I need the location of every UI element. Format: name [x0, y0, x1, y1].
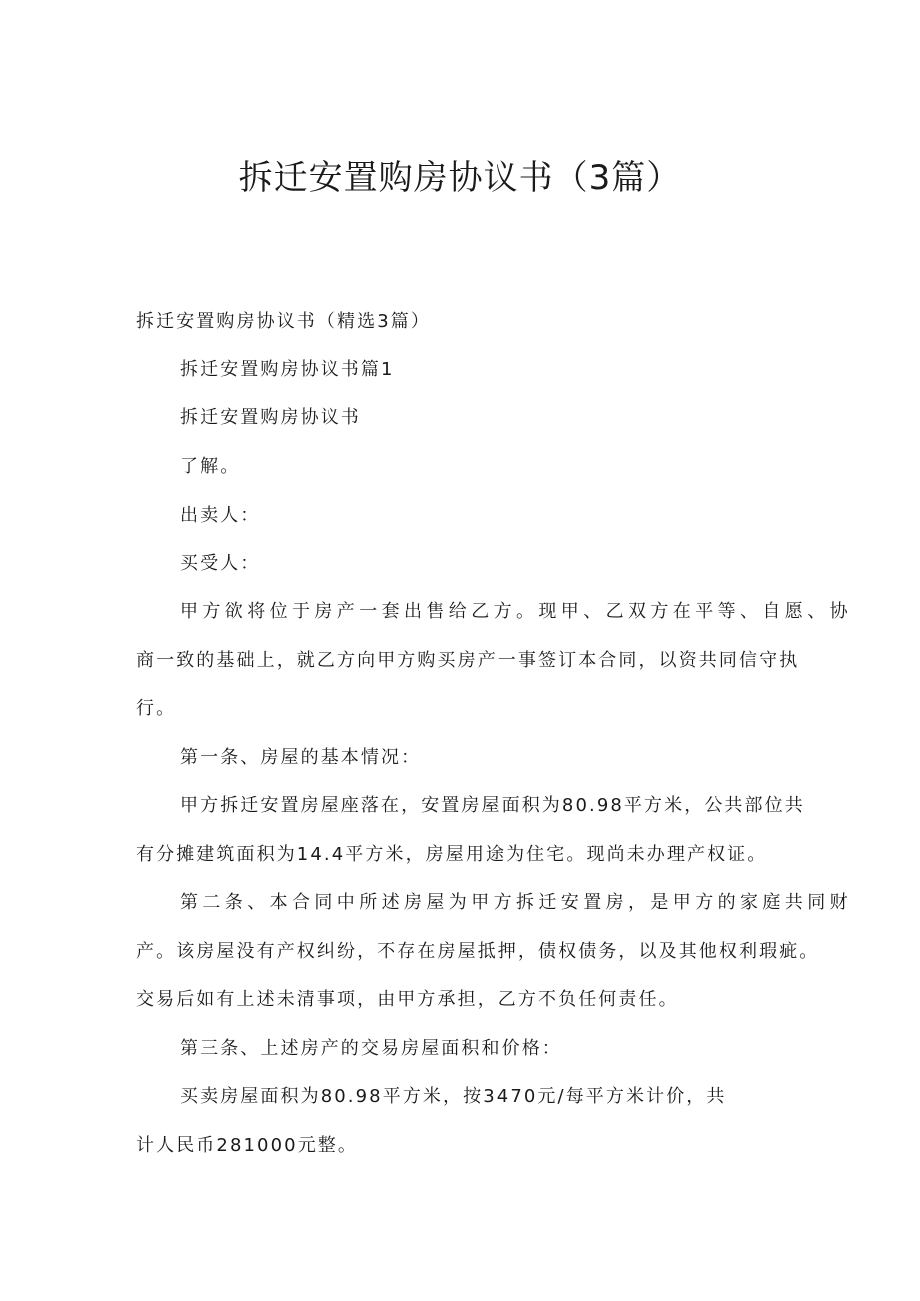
paragraph-line: 甲方欲将位于房产一套出售给乙方。现甲、乙双方在平等、自愿、协	[180, 601, 852, 622]
paragraph-line: 计人民币281000元整。	[136, 1135, 359, 1156]
agreement-heading: 拆迁安置购房协议书	[180, 407, 361, 428]
body-line: 了解。	[180, 456, 241, 477]
subtitle-line: 拆迁安置购房协议书（精选3篇）	[136, 311, 431, 332]
article-1-heading: 第一条、房屋的基本情况：	[180, 747, 422, 768]
article-3-heading: 第三条、上述房产的交易房屋面积和价格：	[180, 1038, 562, 1059]
buyer-label: 买受人：	[180, 553, 261, 574]
paragraph-line: 产。该房屋没有产权纠纷，不存在房屋抵押，债权债务，以及其他权利瑕疵。	[136, 941, 820, 962]
document-title: 拆迁安置购房协议书（3篇）	[238, 158, 682, 198]
paragraph-line: 行。	[136, 698, 177, 719]
article-2-line: 第二条、本合同中所述房屋为甲方拆迁安置房，是甲方的家庭共同财	[180, 892, 852, 913]
paragraph-line: 买卖房屋面积为80.98平方米，按3470元/每平方米计价，共	[180, 1086, 727, 1107]
paragraph-line: 甲方拆迁安置房屋座落在，安置房屋面积为80.98平方米，公共部位共	[180, 795, 805, 816]
seller-label: 出卖人：	[180, 505, 261, 526]
paragraph-line: 商一致的基础上，就乙方向甲方购买房产一事签订本合同，以资共同信守执	[136, 650, 800, 671]
paragraph-line: 交易后如有上述未清事项，由甲方承担，乙方不负任何责任。	[136, 989, 679, 1010]
paragraph-line: 有分摊建筑面积为14.4平方米，房屋用途为住宅。现尚未办理产权证。	[136, 844, 768, 865]
section-heading: 拆迁安置购房协议书篇1	[180, 359, 395, 380]
